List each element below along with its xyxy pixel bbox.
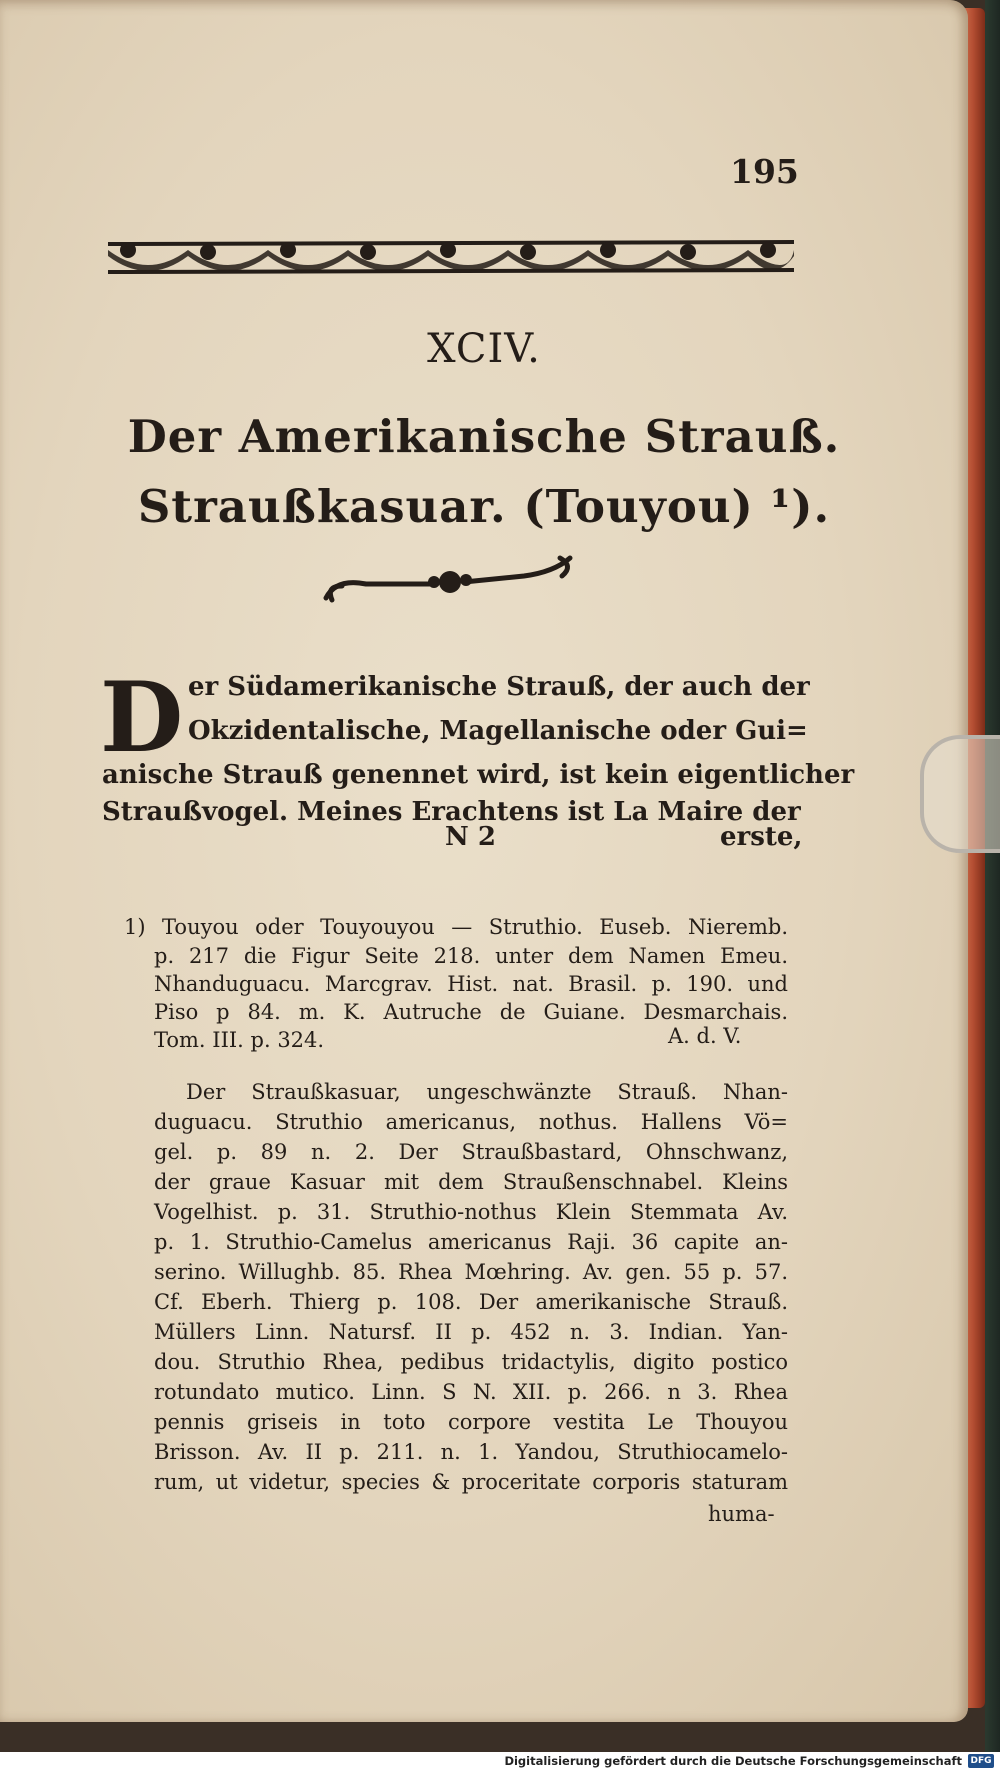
scroll-ornament — [320, 552, 580, 610]
chapter-number: XCIV. — [427, 326, 541, 372]
chapter-title-line-1: Der Amerikanische Strauß. — [127, 410, 841, 463]
drop-capital: D — [100, 661, 184, 774]
footnote-line: 1) Touyou oder Touyouyou — Struthio. Euseb. Nieremb. — [124, 915, 788, 939]
note-line: dou. Struthio Rhea, pedibus tridactylis, digito postico — [154, 1350, 788, 1374]
note-line: pennis griseis in toto corpore vestita Le Thouyou — [154, 1410, 788, 1434]
note-line: Brisson. Av. II p. 211. n. 1. Yandou, Struthiocamelo- — [154, 1440, 788, 1464]
page-clip — [920, 735, 1000, 853]
garland-ornament — [108, 230, 794, 286]
note-line: der graue Kasuar mit dem Straußenschnabel. Kleins — [154, 1170, 788, 1194]
digitization-credit: Digitalisierung gefördert durch die Deutsche Forschungsgemeinschaft — [504, 1754, 962, 1768]
note-line: Vogelhist. p. 31. Struthio-nothus Klein Stemmata Av. — [154, 1200, 788, 1224]
footnote-line: p. 217 die Figur Seite 218. unter dem Namen Emeu. — [154, 944, 788, 968]
note-line: gel. p. 89 n. 2. Der Straußbastard, Ohnschwanz, — [154, 1140, 788, 1164]
body-line: anische Strauß genennet wird, ist kein eigentlicher — [102, 760, 855, 790]
note-line: Der Straußkasuar, ungeschwänzte Strauß. Nhan- — [186, 1080, 788, 1104]
footnote-line: Nhanduguacu. Marcgrav. Hist. nat. Brasil. p. 190. und — [154, 972, 788, 996]
page-number: 195 — [730, 152, 799, 191]
footnote-line: Piso p 84. m. K. Autruche de Guiane. Desmarchais. — [154, 1000, 788, 1024]
signature-mark: N 2 — [445, 822, 496, 852]
note-line: serino. Willughb. 85. Rhea Mœhring. Av. gen. 55 p. 57. — [154, 1260, 788, 1284]
note-line: rotundato mutico. Linn. S N. XII. p. 266. n 3. Rhea — [154, 1380, 788, 1404]
scan-background — [985, 0, 1000, 1771]
body-line: Straußvogel. Meines Erachtens ist La Maire der — [102, 797, 801, 827]
catchword-note: huma- — [708, 1502, 775, 1526]
dfg-logo: DFG — [968, 1754, 994, 1768]
chapter-title-line-2: Straußkasuar. (Touyou) ¹). — [137, 480, 831, 533]
catchword: erste, — [720, 822, 803, 852]
note-line: duguacu. Struthio americanus, nothus. Hallens Vö= — [154, 1110, 788, 1134]
body-line: Okzidentalische, Magellanische oder Gui= — [188, 716, 808, 746]
note-line: Cf. Eberh. Thierg p. 108. Der amerikanische Strauß. — [154, 1290, 788, 1314]
note-line: rum, ut videtur, species & proceritate corporis staturam — [154, 1470, 788, 1494]
footnote-attribution: A. d. V. — [668, 1024, 742, 1048]
note-line: p. 1. Struthio-Camelus americanus Raji. 36 capite an- — [154, 1230, 788, 1254]
body-line: er Südamerikanische Strauß, der auch der — [188, 672, 810, 702]
note-line: Müllers Linn. Natursf. II p. 452 n. 3. Indian. Yan- — [154, 1320, 788, 1344]
footnote-line: Tom. III. p. 324. — [154, 1028, 325, 1052]
